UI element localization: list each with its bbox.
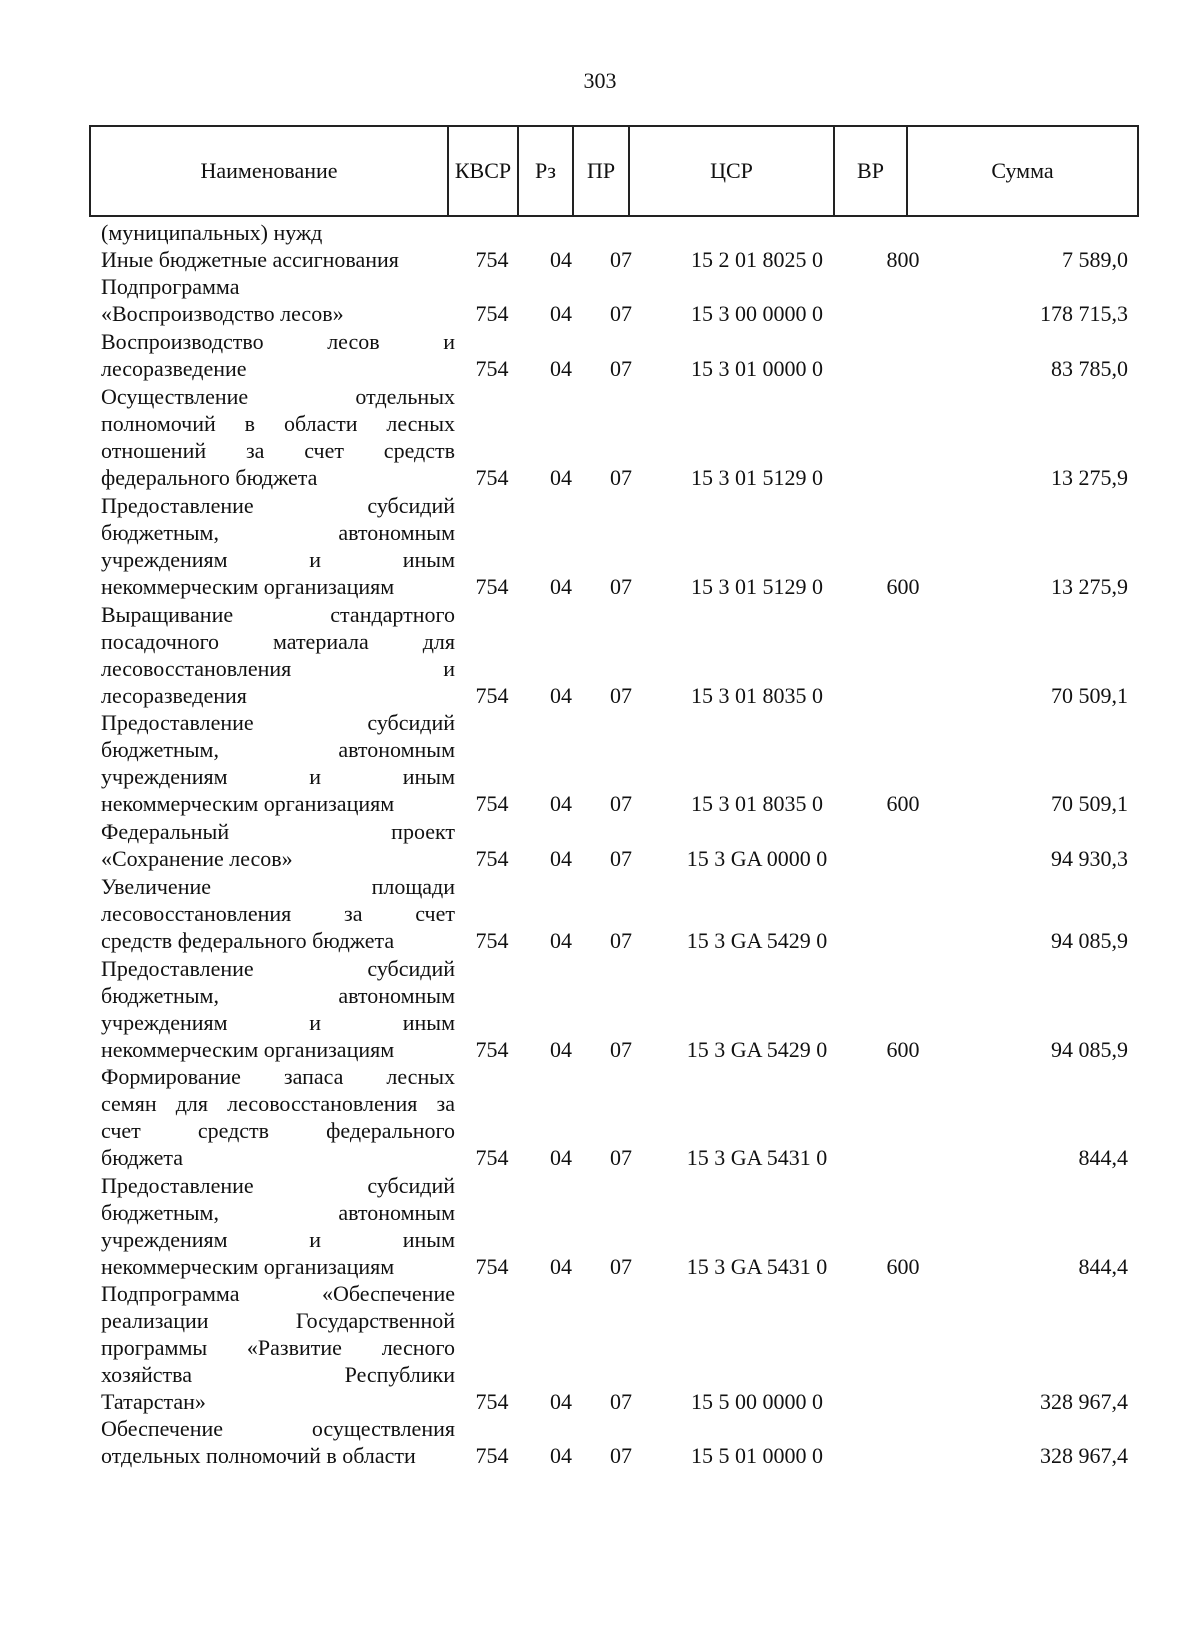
row-pr: 07 bbox=[610, 1389, 632, 1414]
row-csr: 15 3 GA 5431 0 bbox=[686, 1254, 828, 1279]
row-rz: 04 bbox=[550, 1389, 572, 1414]
table-row bbox=[0, 601, 1200, 709]
row-name-line: лесоразведения bbox=[101, 683, 247, 708]
row-name-line: некоммерческим организациям bbox=[101, 791, 395, 816]
row-sum: 70 509,1 bbox=[1051, 683, 1128, 708]
table-row bbox=[0, 219, 1200, 246]
row-pr: 07 bbox=[610, 356, 632, 381]
row-name-line: отношений за счет средств bbox=[101, 438, 455, 463]
row-pr: 07 bbox=[610, 1145, 632, 1170]
row-name-line: Подпрограмма bbox=[101, 274, 240, 299]
row-kvsr: 754 bbox=[475, 301, 509, 326]
table-body bbox=[0, 219, 1200, 1469]
row-name-line: федерального бюджета bbox=[101, 465, 318, 490]
row-name-line: Предоставление субсидий bbox=[101, 956, 455, 981]
row-name-line: Предоставление субсидий bbox=[101, 493, 455, 518]
row-name-line: реализации Государственной bbox=[101, 1308, 455, 1333]
row-name-line: Предоставление субсидий bbox=[101, 1173, 455, 1198]
row-rz: 04 bbox=[550, 356, 572, 381]
table-row bbox=[0, 328, 1200, 382]
row-name-line: некоммерческим организациям bbox=[101, 1254, 395, 1279]
row-vr: 600 bbox=[886, 1037, 920, 1062]
row-kvsr: 754 bbox=[475, 1443, 509, 1468]
row-csr: 15 3 01 0000 0 bbox=[691, 356, 823, 381]
header-sum: Сумма bbox=[907, 126, 1138, 216]
row-sum: 328 967,4 bbox=[1040, 1389, 1128, 1414]
row-name-line: Предоставление субсидий bbox=[101, 710, 455, 735]
row-pr: 07 bbox=[610, 574, 632, 599]
table-row bbox=[0, 273, 1200, 327]
row-kvsr: 754 bbox=[475, 574, 509, 599]
row-name bbox=[101, 709, 455, 817]
row-rz: 04 bbox=[550, 846, 572, 871]
row-sum: 13 275,9 bbox=[1051, 574, 1128, 599]
header-kvsr: КВСР bbox=[448, 126, 518, 216]
row-name-line: бюджетным, автономным bbox=[101, 737, 455, 762]
row-kvsr: 754 bbox=[475, 791, 509, 816]
row-name-line: «Воспроизводство лесов» bbox=[101, 301, 344, 326]
row-name bbox=[101, 1172, 455, 1280]
row-csr: 15 3 01 8035 0 bbox=[691, 683, 823, 708]
row-sum: 70 509,1 bbox=[1051, 791, 1128, 816]
row-vr: 800 bbox=[886, 247, 920, 272]
row-vr: 600 bbox=[886, 791, 920, 816]
row-name-line: некоммерческим организациям bbox=[101, 574, 395, 599]
row-rz: 04 bbox=[550, 1037, 572, 1062]
row-name-line: бюджетным, автономным bbox=[101, 983, 455, 1008]
row-csr: 15 3 GA 5429 0 bbox=[686, 928, 828, 953]
row-pr: 07 bbox=[610, 683, 632, 708]
row-name-line: полномочий в области лесных bbox=[101, 411, 455, 436]
row-name-line: Федеральный проект bbox=[101, 819, 455, 844]
row-sum: 94 085,9 bbox=[1051, 1037, 1128, 1062]
row-pr: 07 bbox=[610, 1037, 632, 1062]
row-name bbox=[101, 1280, 455, 1415]
table-row bbox=[0, 818, 1200, 872]
row-sum: 94 085,9 bbox=[1051, 928, 1128, 953]
row-name bbox=[101, 1063, 455, 1171]
row-name-line: лесовосстановления за счет bbox=[101, 901, 455, 926]
row-name-line: отдельных полномочий в области bbox=[101, 1443, 416, 1468]
row-pr: 07 bbox=[610, 928, 632, 953]
row-kvsr: 754 bbox=[475, 247, 509, 272]
row-rz: 04 bbox=[550, 465, 572, 490]
row-name-line: некоммерческим организациям bbox=[101, 1037, 395, 1062]
row-csr: 15 3 GA 5429 0 bbox=[686, 1037, 828, 1062]
row-name-line: Осуществление отдельных bbox=[101, 384, 455, 409]
row-name-line: программы «Развитие лесного bbox=[101, 1335, 455, 1360]
row-name-line: бюджета bbox=[101, 1145, 184, 1170]
row-name-line: бюджетным, автономным bbox=[101, 520, 455, 545]
row-name bbox=[101, 492, 455, 600]
row-name-line: счет средств федерального bbox=[101, 1118, 455, 1143]
table-header bbox=[89, 125, 1139, 217]
row-name-line: средств федерального бюджета bbox=[101, 928, 395, 953]
row-name bbox=[101, 273, 455, 327]
table-row bbox=[0, 246, 1200, 273]
row-pr: 07 bbox=[610, 247, 632, 272]
row-pr: 07 bbox=[610, 846, 632, 871]
table-row bbox=[0, 1172, 1200, 1280]
row-rz: 04 bbox=[550, 247, 572, 272]
row-rz: 04 bbox=[550, 574, 572, 599]
row-name bbox=[101, 955, 455, 1063]
row-kvsr: 754 bbox=[475, 928, 509, 953]
row-name-line: Выращивание стандартного bbox=[101, 602, 455, 627]
row-name-line: Увеличение площади bbox=[101, 874, 455, 899]
row-name-line: учреждениям и иным bbox=[101, 1010, 455, 1035]
header-pr: ПР bbox=[573, 126, 629, 216]
row-name bbox=[101, 219, 455, 246]
row-name-line: учреждениям и иным bbox=[101, 547, 455, 572]
row-pr: 07 bbox=[610, 465, 632, 490]
row-csr: 15 3 00 0000 0 bbox=[691, 301, 823, 326]
row-kvsr: 754 bbox=[475, 1037, 509, 1062]
row-name-line: учреждениям и иным bbox=[101, 764, 455, 789]
row-name-line: посадочного материала для bbox=[101, 629, 455, 654]
row-csr: 15 3 01 5129 0 bbox=[691, 465, 823, 490]
row-name-line: Татарстан» bbox=[101, 1389, 206, 1414]
row-vr: 600 bbox=[886, 1254, 920, 1279]
table-row bbox=[0, 1063, 1200, 1171]
row-csr: 15 3 01 5129 0 bbox=[691, 574, 823, 599]
row-name-line: Формирование запаса лесных bbox=[101, 1064, 455, 1089]
header-rz: Рз bbox=[518, 126, 573, 216]
row-kvsr: 754 bbox=[475, 1254, 509, 1279]
row-sum: 328 967,4 bbox=[1040, 1443, 1128, 1468]
row-name-line: учреждениям и иным bbox=[101, 1227, 455, 1252]
row-name-line: «Сохранение лесов» bbox=[101, 846, 293, 871]
table-row bbox=[0, 383, 1200, 491]
row-csr: 15 3 01 8035 0 bbox=[691, 791, 823, 816]
row-rz: 04 bbox=[550, 1145, 572, 1170]
row-kvsr: 754 bbox=[475, 465, 509, 490]
row-kvsr: 754 bbox=[475, 1389, 509, 1414]
row-rz: 04 bbox=[550, 1254, 572, 1279]
table-row bbox=[0, 492, 1200, 600]
header-vr: ВР bbox=[834, 126, 907, 216]
row-csr: 15 3 GA 5431 0 bbox=[686, 1145, 828, 1170]
row-name bbox=[101, 818, 455, 872]
row-kvsr: 754 bbox=[475, 356, 509, 381]
table-row bbox=[0, 1280, 1200, 1415]
row-kvsr: 754 bbox=[475, 683, 509, 708]
row-name-line: (муниципальных) нужд bbox=[101, 220, 323, 245]
row-kvsr: 754 bbox=[475, 846, 509, 871]
row-csr: 15 5 01 0000 0 bbox=[691, 1443, 823, 1468]
row-name-line: Воспроизводство лесов и bbox=[101, 329, 455, 354]
row-rz: 04 bbox=[550, 301, 572, 326]
table-row bbox=[0, 709, 1200, 817]
row-kvsr: 754 bbox=[475, 1145, 509, 1170]
row-sum: 7 589,0 bbox=[1062, 247, 1128, 272]
row-name bbox=[101, 873, 455, 954]
row-name bbox=[101, 601, 455, 709]
row-name bbox=[101, 1415, 455, 1469]
row-name bbox=[101, 383, 455, 491]
row-name-line: Подпрограмма «Обеспечение bbox=[101, 1281, 455, 1306]
table-row bbox=[0, 873, 1200, 954]
row-sum: 844,4 bbox=[1078, 1254, 1128, 1279]
row-csr: 15 5 00 0000 0 bbox=[691, 1389, 823, 1414]
page-number: 303 bbox=[583, 68, 617, 93]
row-csr: 15 2 01 8025 0 bbox=[691, 247, 823, 272]
row-sum: 844,4 bbox=[1078, 1145, 1128, 1170]
row-rz: 04 bbox=[550, 928, 572, 953]
row-rz: 04 bbox=[550, 791, 572, 816]
row-name bbox=[101, 246, 455, 273]
row-pr: 07 bbox=[610, 791, 632, 816]
row-name-line: лесоразведение bbox=[101, 356, 247, 381]
row-vr: 600 bbox=[886, 574, 920, 599]
row-sum: 83 785,0 bbox=[1051, 356, 1128, 381]
table-row bbox=[0, 1415, 1200, 1469]
row-rz: 04 bbox=[550, 1443, 572, 1468]
row-pr: 07 bbox=[610, 1443, 632, 1468]
row-rz: 04 bbox=[550, 683, 572, 708]
row-name-line: бюджетным, автономным bbox=[101, 1200, 455, 1225]
row-name-line: хозяйства Республики bbox=[101, 1362, 455, 1387]
row-name-line: Иные бюджетные ассигнования bbox=[101, 247, 399, 272]
row-sum: 13 275,9 bbox=[1051, 465, 1128, 490]
row-name-line: лесовосстановления и bbox=[101, 656, 455, 681]
header-csr: ЦСР bbox=[629, 126, 834, 216]
row-sum: 94 930,3 bbox=[1051, 846, 1128, 871]
row-pr: 07 bbox=[610, 301, 632, 326]
row-csr: 15 3 GA 0000 0 bbox=[686, 846, 828, 871]
row-name-line: семян для лесовосстановления за bbox=[101, 1091, 455, 1116]
row-sum: 178 715,3 bbox=[1040, 301, 1128, 326]
table-row bbox=[0, 955, 1200, 1063]
row-pr: 07 bbox=[610, 1254, 632, 1279]
row-name bbox=[101, 328, 455, 382]
row-name-line: Обеспечение осуществления bbox=[101, 1416, 455, 1441]
header-name: Наименование bbox=[90, 126, 448, 216]
